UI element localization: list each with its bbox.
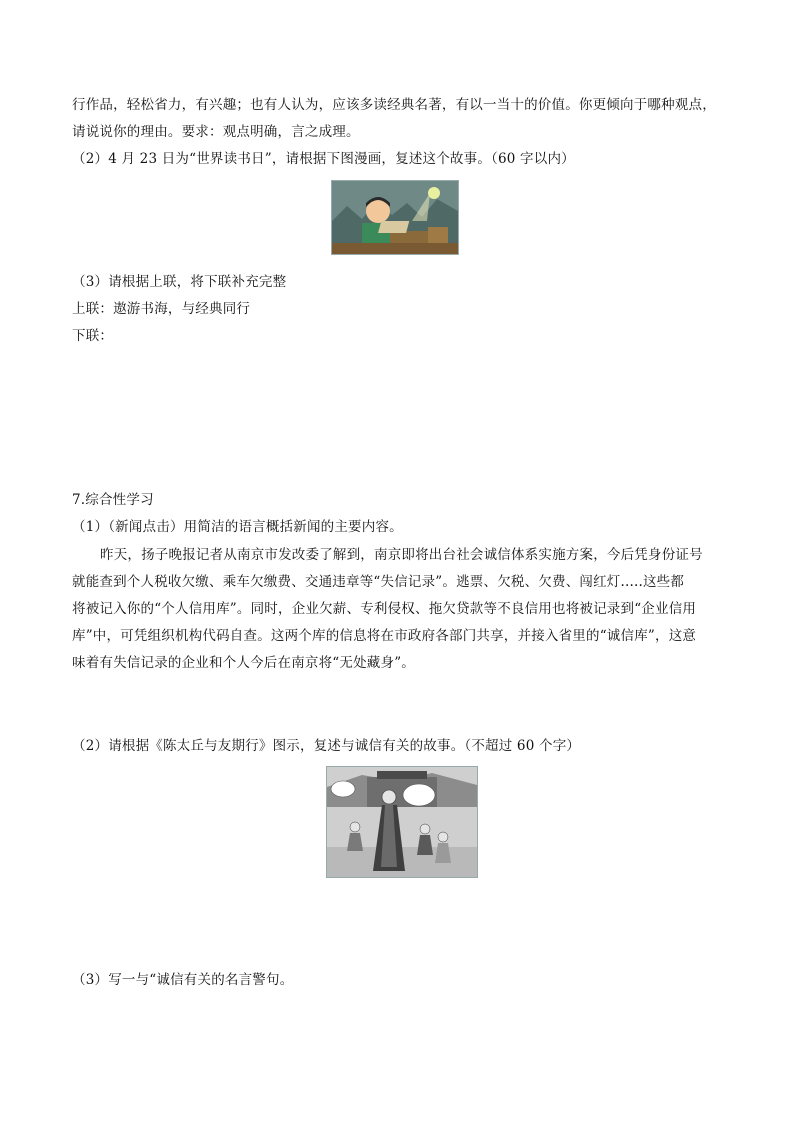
lower-couplet-label: 下联： <box>72 328 114 344</box>
q6-continuation-line1: 行作品，轻松省力，有兴趣；也有人认为，应该多读经典名著，有以一当十的价值。你更倾向于哪种观点， <box>72 97 716 113</box>
q6-continuation-line2: 请说说你的理由。要求：观点明确，言之成理。 <box>72 124 360 140</box>
chen-taiqiu-illustration <box>326 766 478 878</box>
q7-part3-prompt: （3）写一与“诚信有关的名言警句。 <box>72 972 294 988</box>
q7-part2-prompt: （2）请根据《陈太丘与友期行》图示，复述与诚信有关的故事。（不超过 60 个字） <box>72 738 581 754</box>
news-line: 就能查到个人税收欠缴、乘车欠缴费、交通违章等“失信记录”。逃票、欠税、欠费、闯红灯.....这些都 <box>72 574 685 590</box>
news-line: 将被记入你的“个人信用库”。同时，企业欠薪、专利侵权、拖欠贷款等不良信用也将被记录到“企业信用 <box>72 601 697 617</box>
q7-title: 7.综合性学习 <box>72 492 154 508</box>
q7-part1-prompt: （1）（新闻点击）用简洁的语言概括新闻的主要内容。 <box>72 519 403 535</box>
news-line: 昨天，扬子晚报记者从南京市发改委了解到，南京即将出台社会诚信体系实施方案，今后凭身份证号 <box>100 547 703 563</box>
reading-boy-cartoon <box>331 180 459 255</box>
chen-taiqiu-illustration-drawing <box>327 767 477 877</box>
q6-part3-prompt: （3）请根据上联，将下联补充完整 <box>72 274 287 290</box>
upper-couplet: 上联：遨游书海，与经典同行 <box>72 301 251 317</box>
reading-boy-cartoon-drawing <box>332 181 458 254</box>
q6-part2-prompt: （2）4 月 23 日为“世界读书日”，请根据下图漫画，复述这个故事。（60 字以内） <box>72 151 575 167</box>
news-line: 库”中，可凭组织机构代码自查。这两个库的信息将在市政府各部门共享，并接入省里的“诚信库”，这意 <box>72 628 697 644</box>
news-line: 味着有失信记录的企业和个人今后在南京将“无处藏身”。 <box>72 655 416 671</box>
